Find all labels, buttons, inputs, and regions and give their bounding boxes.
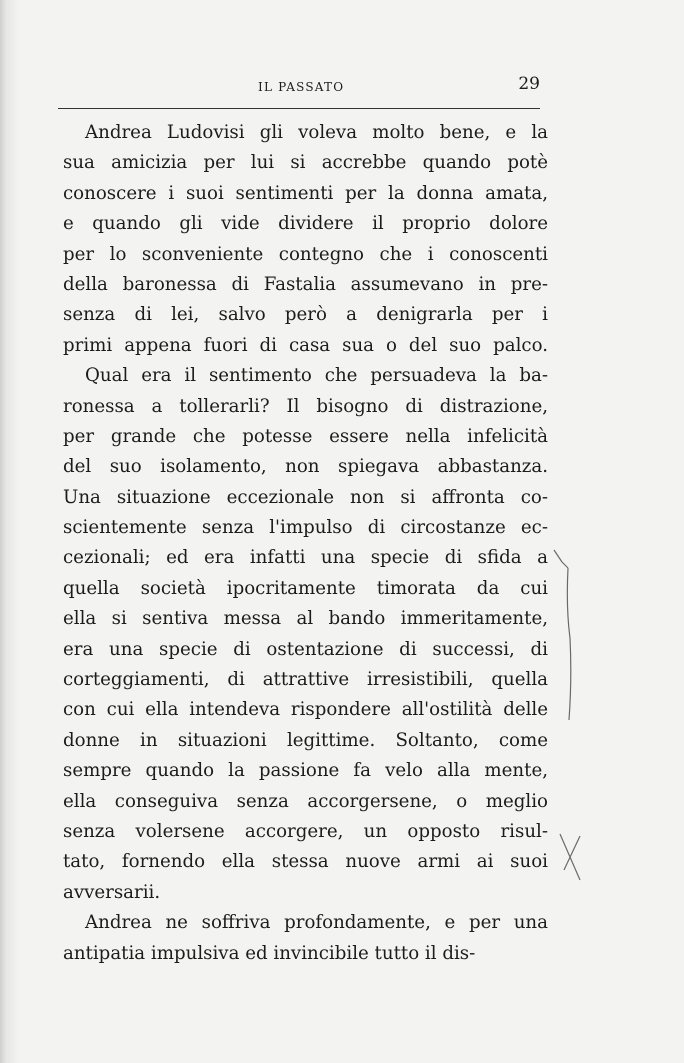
text-line: senza di lei, salvo però a denigrarla per i	[63, 304, 548, 326]
running-head-title: IL PASSATO	[258, 80, 345, 94]
text-line: era una specie di ostentazione di successi, di	[63, 638, 548, 660]
text-line: antipatia impulsiva ed invincibile tutto il dis-	[63, 942, 476, 964]
text-line: e quando gli vide dividere il proprio dolore	[63, 213, 548, 235]
pencil-bracket-mark	[552, 548, 582, 728]
text-line: sempre quando la passione fa velo alla mente,	[63, 760, 548, 782]
text-line: ella si sentiva messa al bando immeritamente,	[63, 608, 548, 630]
text-line: della baronessa di Fastalia assumevano in pre-	[63, 273, 548, 295]
text-line: sua amicizia per lui si accrebbe quando potè	[63, 152, 548, 174]
text-line: Qual era il sentimento che persuadeva la ba-	[85, 365, 548, 387]
text-line: corteggiamenti, di attrattive irresistibili, quella	[63, 669, 548, 691]
text-line: conoscere i suoi sentimenti per la donna amata,	[63, 182, 548, 204]
text-line: Andrea Ludovisi gli voleva molto bene, e la	[85, 122, 548, 143]
text-line: ella conseguiva senza accorgersene, o meglio	[63, 790, 548, 812]
text-line: Una situazione eccezionale non si affronta co-	[63, 486, 548, 508]
text-line: senza volersene accorgere, un opposto risul-	[63, 820, 548, 842]
running-head	[58, 74, 540, 100]
text-line: ronessa a tollerarli? Il bisogno di distrazione,	[63, 395, 548, 417]
text-line: cezionali; ed era infatti una specie di sfida a	[63, 547, 548, 569]
text-line: del suo isolamento, non spiegava abbastanza.	[63, 456, 548, 478]
text-line: donne in situazioni legittime. Soltanto, come	[63, 729, 548, 751]
text-line: per grande che potesse essere nella infelicità	[63, 425, 548, 447]
text-line: per lo sconveniente contegno che i conoscenti	[63, 243, 548, 265]
text-line: Andrea ne soffriva profondamente, e per una	[85, 912, 548, 934]
text-line: con cui ella intendeva rispondere all'ostilità delle	[63, 699, 548, 721]
text-line: primi appena fuori di casa sua o del suo palco.	[63, 334, 548, 356]
header-rule	[58, 108, 540, 109]
text-line: tato, fornendo ella stessa nuove armi ai suoi	[63, 851, 548, 873]
page-number: 29	[518, 74, 540, 94]
text-line: scientemente senza l'impulso di circostanze ec-	[63, 517, 548, 539]
text-line: quella società ipocritamente timorata da cui	[63, 577, 548, 599]
pencil-cross-mark	[556, 830, 586, 890]
text-line: avversarii.	[63, 881, 161, 903]
body-text	[63, 118, 548, 969]
